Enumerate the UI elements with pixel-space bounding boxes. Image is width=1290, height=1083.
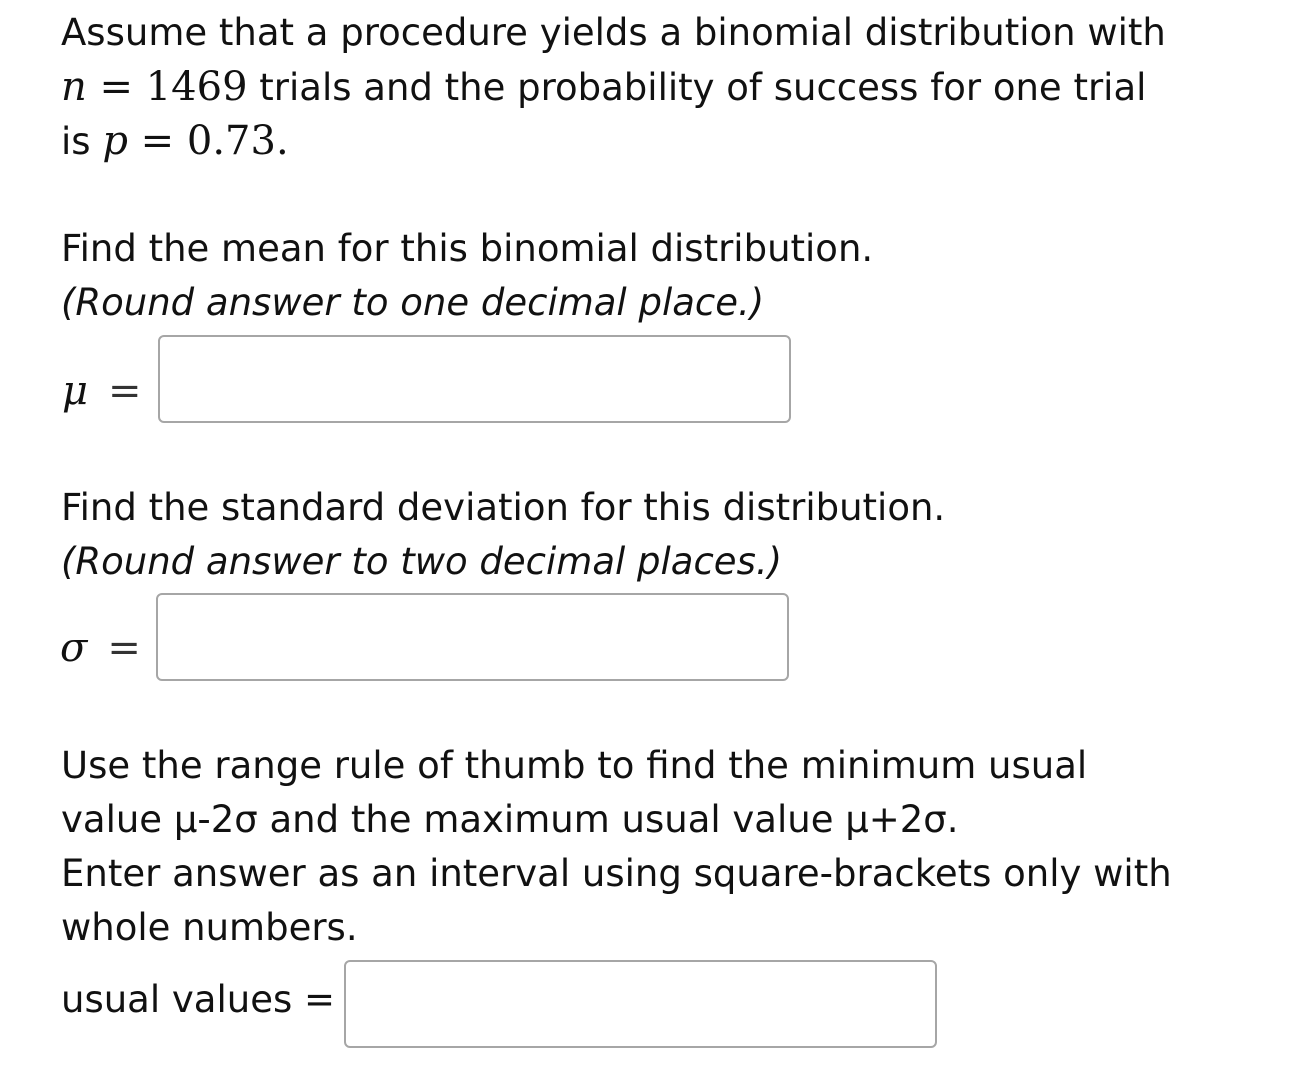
is-text: is [61,120,103,163]
intro-text-2: trials and the probability of success for one trial [247,66,1147,109]
sd-equals: = [107,625,141,671]
usual-values-input[interactable] [344,960,937,1048]
range-line-1: Use the range rule of thumb to find the minimum usual [61,744,1088,787]
range-line-4: whole numbers. [61,906,358,949]
mean-label [62,366,142,416]
n-equals: = [86,64,146,110]
n-variable: n [61,64,87,110]
intro-text-1: Assume that a procedure yields a binomial distribution with [61,11,1166,54]
intro-line-2 [61,60,1146,115]
mean-rounding-note: (Round answer to one decimal place.) [61,281,765,324]
p-variable: p [102,118,128,164]
p-formula [102,118,288,164]
intro-line-1 [61,6,1166,60]
range-line-2: value μ-2σ and the maximum usual value μ+2σ. [61,798,959,841]
usual-values-label: usual values = [61,978,335,1021]
sd-prompt: Find the standard deviation for this distribution. [61,486,946,529]
mu-symbol: μ [62,368,88,414]
intro-line-3 [61,114,289,169]
sd-label [60,623,141,673]
mean-prompt: Find the mean for this binomial distribution. [61,227,874,270]
sigma-symbol: σ [60,625,88,671]
p-equals: = [127,118,187,164]
n-value: 1469 [145,64,248,110]
mean-equals: = [108,368,142,414]
n-formula [61,64,248,110]
mean-input[interactable] [158,335,791,423]
sd-rounding-note: (Round answer to two decimal places.) [61,540,783,583]
sd-input[interactable] [156,593,789,681]
range-line-3: Enter answer as an interval using square-brackets only with [61,852,1172,895]
p-value: 0.73. [186,118,289,164]
